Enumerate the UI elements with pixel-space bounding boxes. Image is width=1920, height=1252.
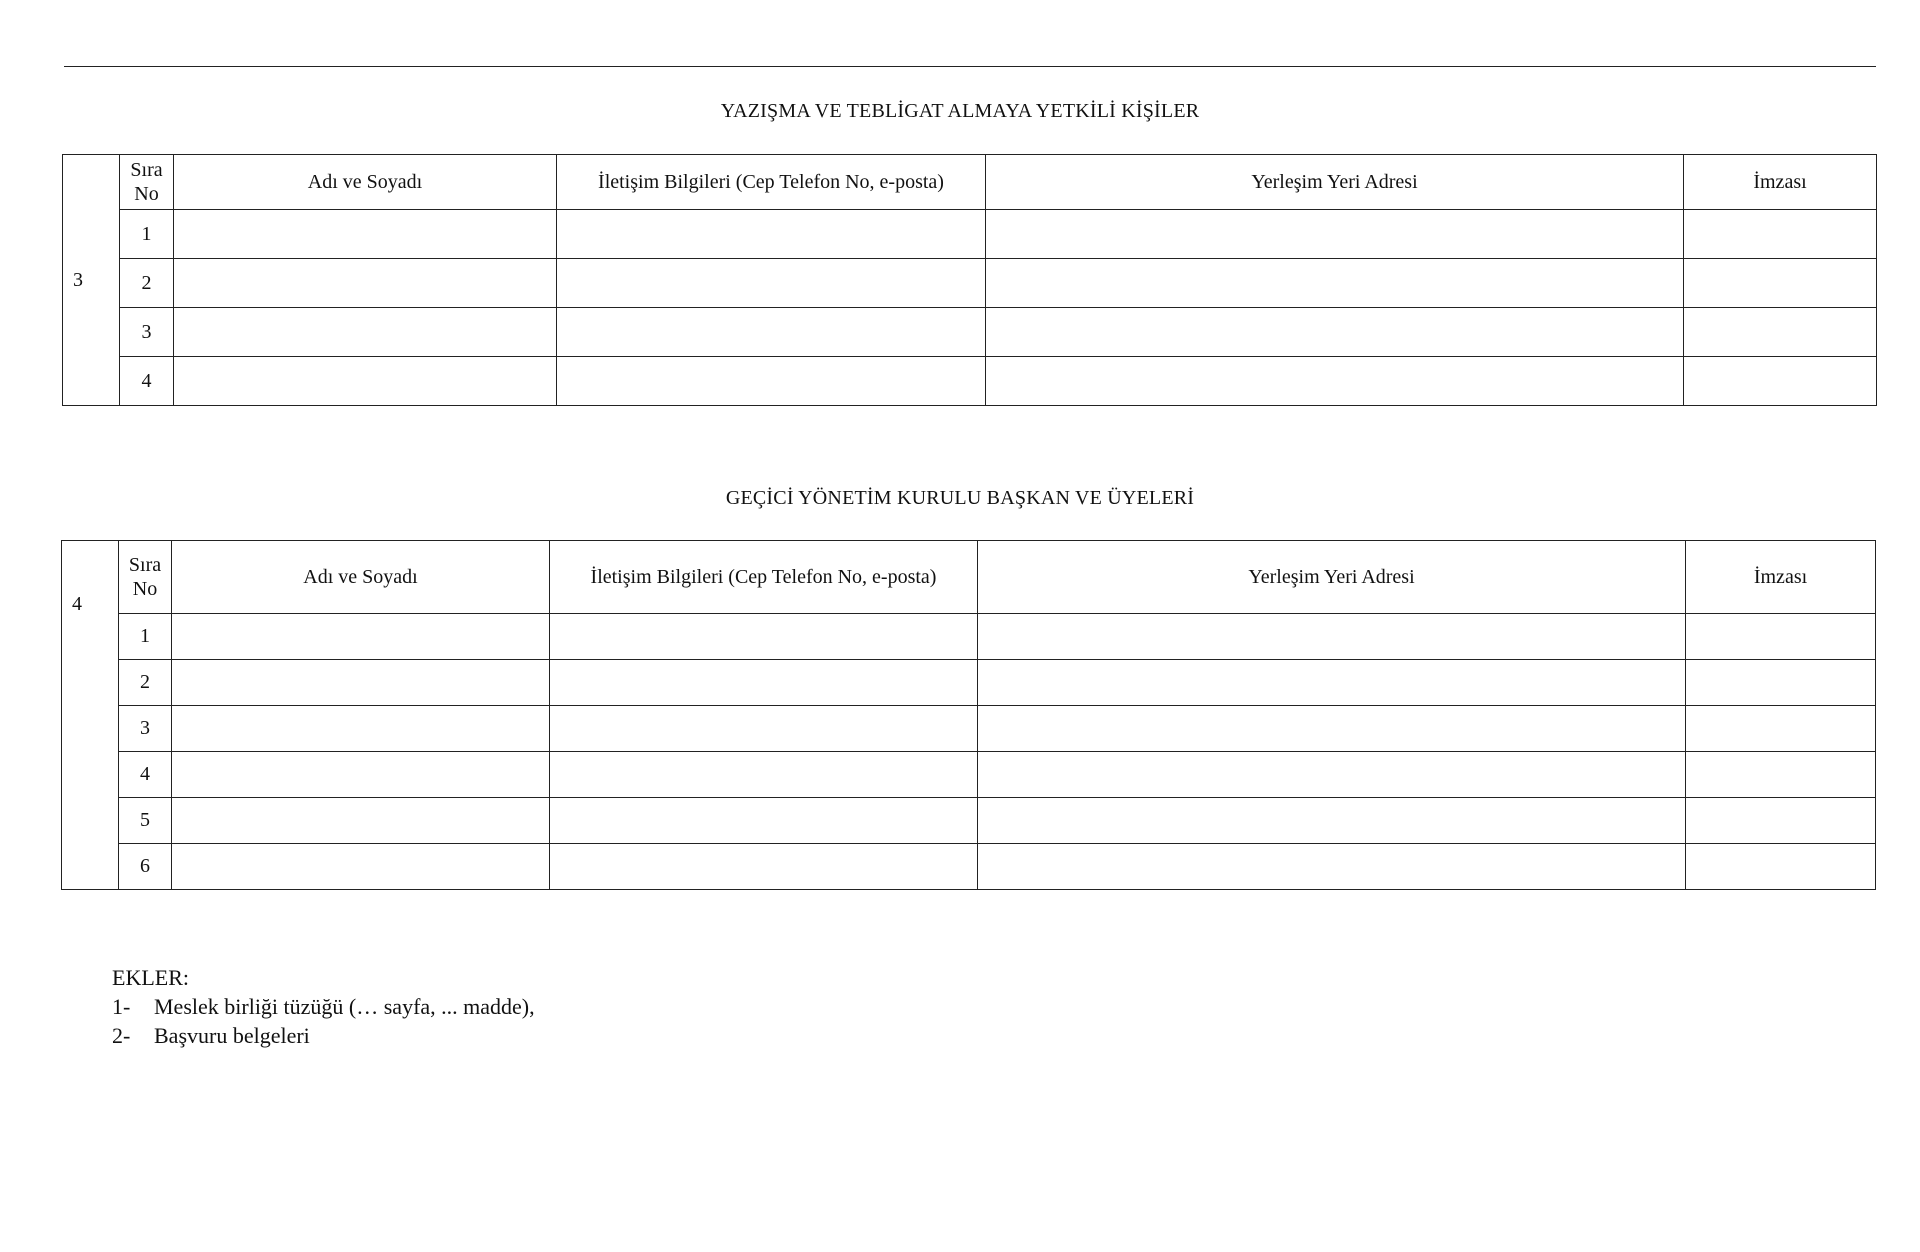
address-header: Yerleşim Yeri Adresi — [986, 155, 1684, 210]
name-cell[interactable] — [172, 706, 550, 752]
row-number: 4 — [120, 357, 174, 406]
attachment-text: Başvuru belgeleri — [154, 1023, 310, 1048]
sira-label: Sıra — [128, 554, 162, 576]
table-row — [63, 357, 1877, 406]
attachment-number: 1- — [112, 994, 131, 1019]
row-number: 1 — [120, 210, 174, 259]
list-item — [112, 1021, 535, 1050]
name-header: Adı ve Soyadı — [174, 155, 557, 210]
top-horizontal-rule — [64, 66, 1876, 67]
contact-header: İletişim Bilgileri (Cep Telefon No, e-posta) — [557, 155, 986, 210]
section-title-authorized-persons: YAZIŞMA VE TEBLİGAT ALMAYA YETKİLİ KİŞİLER — [720, 100, 1200, 122]
row-number: 3 — [119, 706, 172, 752]
address-cell[interactable] — [978, 706, 1686, 752]
contact-cell[interactable] — [550, 844, 978, 890]
list-item — [112, 992, 535, 1021]
signature-cell[interactable] — [1684, 357, 1877, 406]
contact-cell[interactable] — [557, 259, 986, 308]
contact-cell[interactable] — [557, 308, 986, 357]
address-header: Yerleşim Yeri Adresi — [978, 541, 1686, 614]
row-number: 6 — [119, 844, 172, 890]
name-cell[interactable] — [174, 357, 557, 406]
contact-cell[interactable] — [550, 798, 978, 844]
name-cell[interactable] — [172, 752, 550, 798]
contact-cell[interactable] — [550, 706, 978, 752]
attachment-number: 2- — [112, 1023, 131, 1048]
contact-cell[interactable] — [550, 660, 978, 706]
table-row — [63, 308, 1877, 357]
table-row — [63, 210, 1877, 259]
address-cell[interactable] — [986, 259, 1684, 308]
interim-board-table — [61, 540, 1876, 890]
sira-no-header — [120, 155, 174, 210]
section-title-interim-board: GEÇİCİ YÖNETİM KURULU BAŞKAN VE ÜYELERİ — [725, 487, 1195, 509]
signature-header: İmzası — [1684, 155, 1877, 210]
address-cell[interactable] — [978, 660, 1686, 706]
contact-cell[interactable] — [557, 210, 986, 259]
address-cell[interactable] — [978, 844, 1686, 890]
name-cell[interactable] — [172, 844, 550, 890]
table-row — [62, 844, 1876, 890]
table-header-row — [63, 155, 1877, 210]
signature-cell[interactable] — [1686, 706, 1876, 752]
address-cell[interactable] — [986, 308, 1684, 357]
sira-label: Sıra — [130, 159, 163, 181]
table-row — [62, 752, 1876, 798]
table-row — [62, 706, 1876, 752]
contact-cell[interactable] — [557, 357, 986, 406]
signature-cell[interactable] — [1686, 752, 1876, 798]
attachments-list — [112, 963, 535, 1050]
name-cell[interactable] — [172, 798, 550, 844]
signature-cell[interactable] — [1684, 210, 1877, 259]
table-row — [62, 798, 1876, 844]
signature-header: İmzası — [1686, 541, 1876, 614]
address-cell[interactable] — [978, 798, 1686, 844]
row-number: 4 — [119, 752, 172, 798]
name-cell[interactable] — [174, 259, 557, 308]
authorized-persons-table — [62, 154, 1877, 406]
attachment-text: Meslek birliği tüzüğü (… sayfa, ... madde), — [154, 994, 535, 1019]
signature-cell[interactable] — [1684, 308, 1877, 357]
group-number-cell: 4 — [62, 541, 119, 890]
no-label: No — [134, 183, 159, 205]
table-row — [62, 660, 1876, 706]
address-cell[interactable] — [978, 614, 1686, 660]
sira-no-header — [119, 541, 172, 614]
name-cell[interactable] — [172, 614, 550, 660]
table-row — [63, 259, 1877, 308]
table-header-row — [62, 541, 1876, 614]
signature-cell[interactable] — [1686, 614, 1876, 660]
address-cell[interactable] — [986, 210, 1684, 259]
no-label: No — [132, 578, 158, 600]
group-number-cell: 3 — [63, 155, 120, 406]
contact-cell[interactable] — [550, 614, 978, 660]
signature-cell[interactable] — [1686, 798, 1876, 844]
signature-cell[interactable] — [1686, 844, 1876, 890]
name-header: Adı ve Soyadı — [172, 541, 550, 614]
row-number: 2 — [120, 259, 174, 308]
row-number: 3 — [120, 308, 174, 357]
row-number: 5 — [119, 798, 172, 844]
row-number: 2 — [119, 660, 172, 706]
row-number: 1 — [119, 614, 172, 660]
signature-cell[interactable] — [1686, 660, 1876, 706]
name-cell[interactable] — [174, 308, 557, 357]
contact-cell[interactable] — [550, 752, 978, 798]
attachments-heading: EKLER: — [112, 965, 189, 990]
signature-cell[interactable] — [1684, 259, 1877, 308]
name-cell[interactable] — [172, 660, 550, 706]
address-cell[interactable] — [986, 357, 1684, 406]
contact-header: İletişim Bilgileri (Cep Telefon No, e-posta) — [550, 541, 978, 614]
address-cell[interactable] — [978, 752, 1686, 798]
table-row — [62, 614, 1876, 660]
name-cell[interactable] — [174, 210, 557, 259]
